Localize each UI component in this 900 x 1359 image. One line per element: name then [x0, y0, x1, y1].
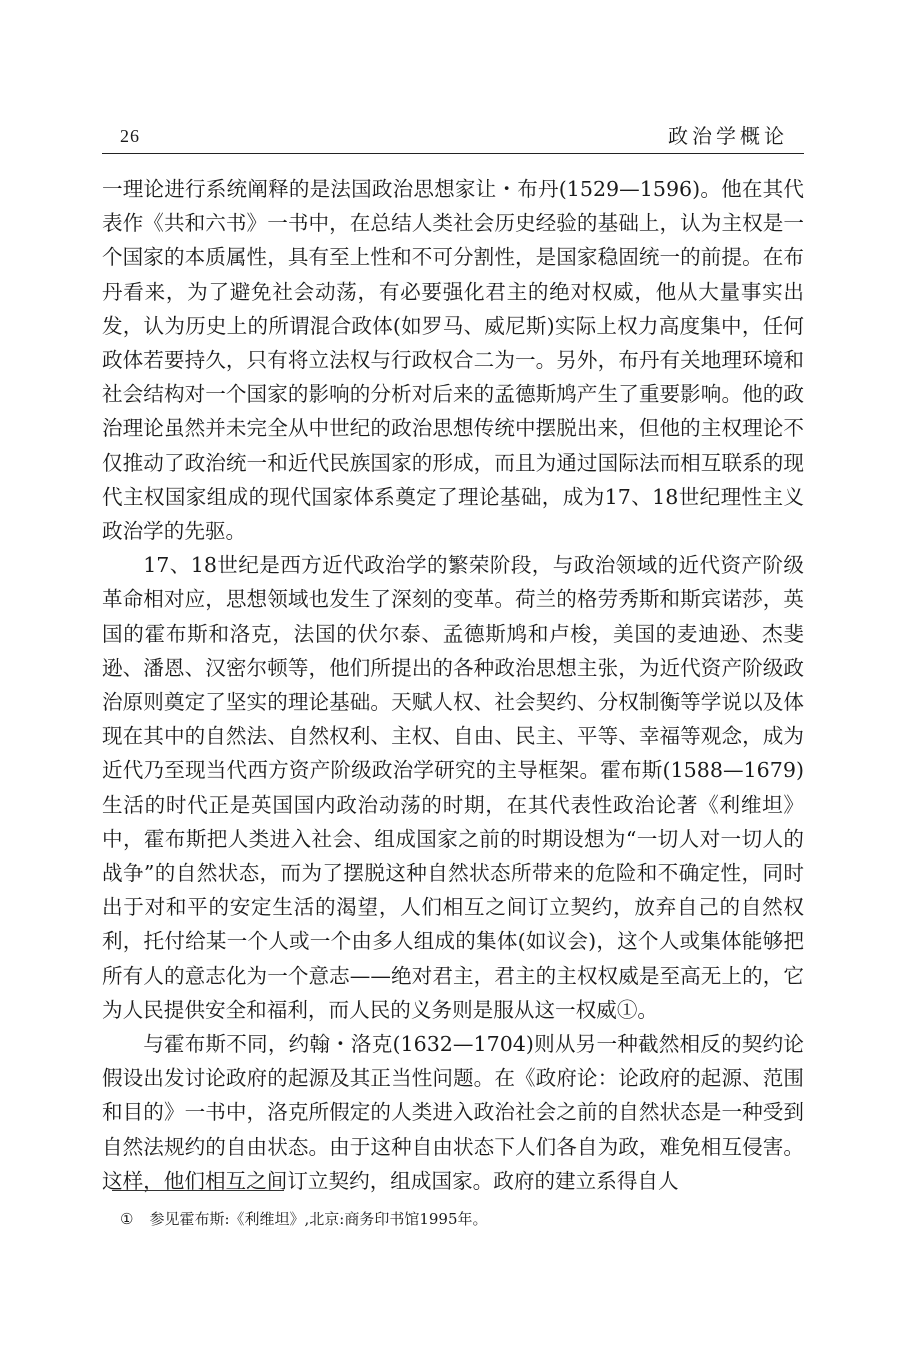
footnote-rule: [112, 1190, 284, 1191]
footnote-marker: ①: [120, 1210, 134, 1228]
body-text: [102, 172, 804, 1198]
footnote: [120, 1209, 800, 1229]
page-number: 26: [120, 126, 140, 146]
footnote-text: 参见霍布斯:《利维坦》,北京:商务印书馆1995年。: [149, 1210, 488, 1228]
running-title: 政治学概论: [668, 124, 788, 148]
paragraph: 一理论进行系统阐释的是法国政治思想家让・布丹(1529—1596)。他在其代表作《共和六书》一书中，在总结人类社会历史经验的基础上，认为主权是一个国家的本质属性，具有至上性和不可分割性，是国家稳固统一的前提。在布丹看来，为了避免社会动荡，有必要强化君主的绝对权威，他从大量事实出发，认为历史上的所谓混合政体(如罗马、威尼斯)实际上权力高度集中，任何政体若要持久，只有将立法权与行政权合二为一。另外，布丹有关地理环境和社会结构对一个国家的影响的分析对后来的孟德斯鸠产生了重要影响。他的政治理论虽然并未完全从中世纪的政治思想传统中摆脱出来，但他的主权理论不仅推动了政治统一和近代民族国家的形成，而且为通过国际法而相互联系的现代主权国家组成的现代国家体系奠定了理论基础，成为17、18世纪理性主义政治学的先驱。: [102, 177, 804, 544]
header-rule: [102, 153, 804, 154]
paragraph: 与霍布斯不同，约翰・洛克(1632—1704)则从另一种截然相反的契约论假设出发讨论政府的起源及其正当性问题。在《政府论：论政府的起源、范围和目的》一书中，洛克所假定的人类进入政治社会之前的自然状态是一种受到自然法规约的自由状态。由于这种自由状态下人们各自为政，难免相互侵害。这样，他们相互之间订立契约，组成国家。政府的建立系得自人: [102, 1032, 804, 1193]
paragraph: 17、18世纪是西方近代政治学的繁荣阶段，与政治领域的近代资产阶级革命相对应，思想领域也发生了深刻的变革。荷兰的格劳秀斯和斯宾诺莎，英国的霍布斯和洛克，法国的伏尔泰、孟德斯鸠和卢梭，美国的麦迪逊、杰斐逊、潘恩、汉密尔顿等，他们所提出的各种政治思想主张，为近代资产阶级政治原则奠定了坚实的理论基础。天赋人权、社会契约、分权制衡等学说以及体现在其中的自然法、自然权利、主权、自由、民主、平等、幸福等观念，成为近代乃至现当代西方资产阶级政治学研究的主导框架。霍布斯(1588—1679)生活的时代正是英国国内政治动荡的时期，在其代表性政治论著《利维坦》中，霍布斯把人类进入社会、组成国家之前的时期设想为“一切人对一切人的战争”的自然状态，而为了摆脱这种自然状态所带来的危险和不确定性，同时出于对和平的安定生活的渴望，人们相互之间订立契约，放弃自己的自然权利，托付给某一个人或一个由多人组成的集体(如议会)，这个人或集体能够把所有人的意志化为一个意志——绝对君主，君主的主权权威是至高无上的，它为人民提供安全和福利，而人民的义务则是服从这一权威①。: [102, 553, 804, 1022]
